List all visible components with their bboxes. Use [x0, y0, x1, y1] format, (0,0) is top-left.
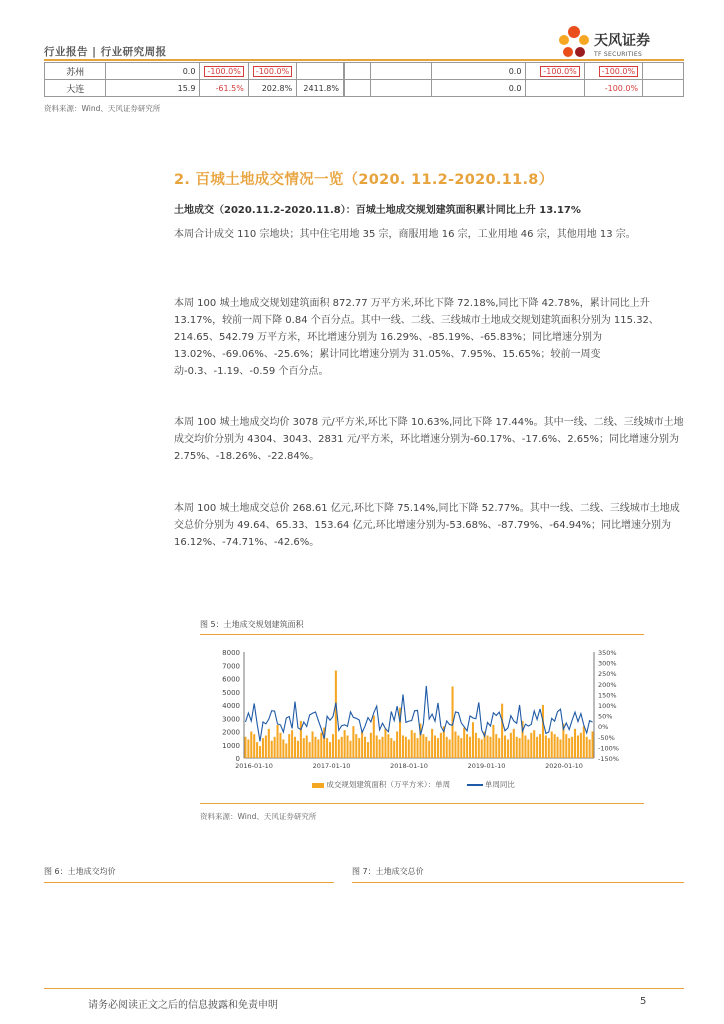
bar-mark	[457, 735, 459, 758]
bar-mark	[347, 735, 349, 758]
bar-mark	[314, 737, 316, 758]
bar-mark	[580, 733, 582, 758]
bar-mark	[536, 737, 538, 758]
bar-mark	[574, 729, 576, 758]
bar-mark	[487, 735, 489, 758]
y-tick-label-right: 200%	[598, 680, 617, 689]
bar-mark	[589, 739, 591, 758]
y-tick-label-left: 4000	[222, 702, 240, 710]
page-number: 5	[640, 996, 647, 1007]
bar-mark	[411, 730, 413, 758]
bar-mark	[405, 737, 407, 758]
bar-mark	[387, 734, 389, 758]
bar-mark	[431, 729, 433, 758]
land-area-chart	[200, 644, 644, 800]
bar-mark	[440, 733, 442, 758]
bar-mark	[504, 735, 506, 758]
logo-flower-icon	[556, 24, 592, 62]
company-logo	[556, 24, 686, 64]
legend-swatch-line	[467, 784, 483, 786]
bar-mark	[274, 737, 276, 758]
figure-caption: 图 7：土地成交总价	[352, 867, 424, 876]
bar-mark	[288, 734, 290, 758]
figure-divider	[200, 634, 644, 635]
y-tick-label-right: 250%	[598, 670, 617, 679]
bar-mark	[481, 739, 483, 758]
bar-mark	[332, 734, 334, 758]
bar-mark	[516, 737, 518, 758]
value-cell: 15.9	[106, 80, 200, 97]
bar-mark	[545, 735, 547, 758]
value-cell	[526, 80, 584, 97]
bar-mark	[478, 738, 480, 758]
paragraph: 本周 100 城土地成交规划建筑面积 872.77 万平方米,环比下降 72.18%,同比下降 42.78%，累计同比上升 13.17%，较前一周下降 0.84 个百分点。其中一线、二线、三线城市土地成交规划建筑面积分别为 115.32、214.65、542.79 万平方米，环比增速分别为 16.29%、-85.19%、-65.83%；同比增速分别为 13.02%、-69.06%、-25.6%；累计同比增速分别为 31.05%、7.95%、15.65%；较前一周变动-0.3、-1.19、-0.59 个百分点。	[174, 298, 659, 377]
bar-mark	[557, 737, 559, 758]
bar-mark	[364, 737, 366, 758]
bar-mark	[265, 735, 267, 758]
bar-mark	[352, 726, 354, 758]
bar-mark	[247, 739, 249, 758]
value-cell: -61.5%	[200, 80, 248, 97]
footer-disclaimer: 请务必阅读正文之后的信息披露和免责申明	[88, 1000, 278, 1011]
bar-mark	[262, 738, 264, 758]
bar-mark	[320, 733, 322, 758]
y-tick-label-right: 50%	[598, 712, 613, 721]
y-tick-label-left: 8000	[222, 649, 240, 657]
x-tick-label: 2016-01-10	[235, 762, 273, 770]
bar-mark	[437, 738, 439, 758]
bar-mark	[422, 734, 424, 758]
bar-mark	[244, 737, 246, 758]
bar-mark	[551, 732, 553, 759]
bar-mark	[507, 739, 509, 758]
bar-mark	[498, 738, 500, 758]
y-tick-label-right: 150%	[598, 691, 617, 700]
bar-mark	[306, 735, 308, 758]
city-table-right	[344, 62, 684, 97]
bar-mark	[303, 738, 305, 758]
bar-mark	[530, 733, 532, 758]
value-cell: -100.0%	[526, 63, 584, 80]
bar-mark	[428, 741, 430, 758]
bar-mark	[402, 735, 404, 758]
bar-mark	[329, 742, 331, 758]
bar-mark	[495, 734, 497, 758]
value-cell: 202.8%	[248, 80, 296, 97]
bar-mark	[326, 738, 328, 758]
bar-mark	[460, 738, 462, 758]
bar-mark	[384, 729, 386, 758]
bar-mark	[559, 739, 561, 758]
source-note: 资料来源：Wind、天风证券研究所	[200, 812, 317, 821]
paragraph: 本周 100 城土地成交均价 3078 元/平方米,环比下降 10.63%,同比下降 17.44%。其中一线、二线、三线城市土地成交均价分别为 4304、3043、2831 元/平方米，环比增速分别为-60.17%、-17.6%、2.65%；同比增速分别为 2.75%、-18.26%、-22.84%。	[174, 417, 684, 462]
y-tick-label-left: 6000	[222, 675, 240, 684]
bar-mark	[309, 742, 311, 758]
city-table-left	[44, 62, 344, 97]
report-type-label: 行业报告 | 行业研究周报	[44, 46, 167, 58]
bar-mark	[417, 738, 419, 758]
paragraph: 本周合计成交 110 宗地块；其中住宅用地 35 宗，商服用地 16 宗，工业用地 46 宗，其他用地 13 宗。	[174, 229, 636, 240]
bar-mark	[548, 738, 550, 758]
bar-mark	[565, 734, 567, 758]
value-cell: 0.0	[432, 63, 526, 80]
value-cell: -100.0%	[248, 63, 296, 80]
chart-legend	[312, 779, 515, 790]
bar-mark	[312, 732, 314, 759]
bar-mark	[414, 733, 416, 758]
bar-mark	[317, 739, 319, 758]
bar-mark	[510, 733, 512, 758]
bar-mark	[408, 739, 410, 758]
table-row	[345, 80, 684, 97]
table-row	[45, 63, 344, 80]
bar-mark	[379, 739, 381, 758]
bar-mark	[358, 738, 360, 758]
bar-mark	[250, 732, 252, 759]
bar-mark	[271, 741, 273, 758]
value-cell: -100.0%	[200, 63, 248, 80]
bar-mark	[583, 726, 585, 758]
bar-mark	[571, 737, 573, 758]
bar-mark	[586, 737, 588, 758]
figure-caption: 图 5：土地成交规划建筑面积	[200, 620, 304, 629]
legend-label-bar: 成交规划建筑面积（万平方米）：单周	[326, 780, 451, 789]
source-note: 资料来源：Wind、天风证券研究所	[44, 104, 161, 113]
bar-mark	[382, 737, 384, 758]
y-tick-label-left: 7000	[222, 662, 240, 671]
y-tick-label-right: -50%	[598, 733, 615, 742]
figure-divider	[200, 803, 644, 804]
bar-mark	[341, 737, 343, 758]
bar-mark	[285, 743, 287, 758]
figure-divider	[352, 882, 684, 883]
figure-caption: 图 6：土地成交均价	[44, 867, 116, 876]
bar-mark	[463, 728, 465, 758]
footer-divider	[44, 988, 684, 989]
y-tick-label-left: 1000	[222, 741, 240, 750]
bar-mark	[454, 732, 456, 759]
y-tick-label-left: 3000	[222, 715, 240, 724]
table-row	[345, 63, 684, 80]
bar-mark	[527, 739, 529, 758]
bar-mark	[256, 742, 258, 758]
bar-mark	[279, 733, 281, 758]
y-tick-label-right: 350%	[598, 649, 617, 657]
x-tick-label: 2017-01-10	[312, 762, 351, 770]
bar-mark	[466, 734, 468, 758]
bar-mark	[519, 738, 521, 758]
y-tick-label-right: -150%	[598, 755, 619, 763]
x-tick-label: 2019-01-10	[467, 762, 506, 770]
logo-name: 天风证券	[594, 33, 650, 49]
bar-mark	[539, 734, 541, 758]
bar-mark	[472, 722, 474, 758]
bar-mark	[294, 737, 296, 758]
bar-mark	[425, 737, 427, 758]
header-divider	[44, 59, 684, 61]
bar-mark	[297, 741, 299, 758]
bar-mark	[396, 732, 398, 759]
y-tick-label-right: 0%	[598, 723, 609, 732]
bar-mark	[355, 734, 357, 758]
paragraph: 本周 100 城土地成交总价 268.61 亿元,环比下降 75.14%,同比下降 52.77%。其中一线、二线、三线城市土地成交总价分别为 49.64、65.33、153.64 亿元,环比增速分别为-53.68%、-87.79%、-64.94%；同比增速分别为 16.12%、-74.71%、-42.6%。	[174, 503, 680, 548]
bar-mark	[469, 737, 471, 758]
y-tick-label-left: 2000	[222, 728, 240, 737]
bar-mark	[367, 742, 369, 758]
y-tick-label-right: 300%	[598, 659, 617, 668]
bar-mark	[344, 730, 346, 758]
city-cell: 大连	[45, 80, 106, 97]
value-cell: 0.0	[432, 80, 526, 97]
bar-mark	[376, 735, 378, 758]
bar-mark	[449, 739, 451, 758]
logo-subtitle: TF SECURITIES	[594, 51, 643, 58]
bar-mark	[349, 741, 351, 758]
yoy-line	[246, 686, 593, 741]
bar-mark	[446, 737, 448, 758]
bar-mark	[434, 735, 436, 758]
bar-mark	[361, 732, 363, 759]
x-tick-label: 2020-01-10	[545, 762, 583, 770]
bar-mark	[501, 704, 503, 758]
value-cell: 2411.8%	[297, 80, 344, 97]
bar-mark	[277, 725, 279, 758]
bar-mark	[370, 733, 372, 758]
bar-mark	[373, 716, 375, 758]
table-row	[45, 80, 344, 97]
y-tick-label-right: 100%	[598, 702, 617, 710]
value-cell: -100.0%	[584, 80, 642, 97]
bar-mark	[390, 738, 392, 758]
bar-mark	[489, 737, 491, 758]
bar-mark	[475, 733, 477, 758]
city-cell: 苏州	[45, 63, 106, 80]
bar-mark	[291, 730, 293, 758]
bar-mark	[393, 741, 395, 758]
bar-mark	[253, 734, 255, 758]
y-tick-label-left: 0	[235, 755, 240, 763]
value-cell: -100.0%	[584, 63, 642, 80]
bar-mark	[592, 732, 594, 759]
y-tick-label-left: 5000	[222, 688, 240, 697]
bar-mark	[492, 725, 494, 758]
bar-mark	[542, 705, 544, 758]
figure-divider	[44, 882, 334, 883]
bar-mark	[259, 746, 261, 758]
legend-label-line: 单周同比	[484, 780, 515, 789]
value-cell: 0.0	[106, 63, 200, 80]
bar-mark	[568, 738, 570, 758]
section-subtitle: 土地成交（2020.11.2-2020.11.8）：百城土地成交规划建筑面积累计同比上升 13.17%	[174, 205, 581, 216]
bar-mark	[524, 735, 526, 758]
bar-mark	[268, 729, 270, 758]
bar-mark	[554, 734, 556, 758]
legend-swatch-bar	[312, 783, 324, 788]
bar-mark	[338, 739, 340, 758]
x-tick-label: 2018-01-10	[390, 762, 428, 770]
bar-mark	[577, 735, 579, 758]
y-tick-label-right: -100%	[598, 744, 619, 753]
bar-mark	[513, 729, 515, 758]
bar-mark	[282, 739, 284, 758]
section-title: 2. 百城土地成交情况一览（2020. 11.2-2020.11.8）	[174, 172, 554, 188]
bar-mark	[533, 730, 535, 758]
value-cell	[297, 63, 344, 80]
